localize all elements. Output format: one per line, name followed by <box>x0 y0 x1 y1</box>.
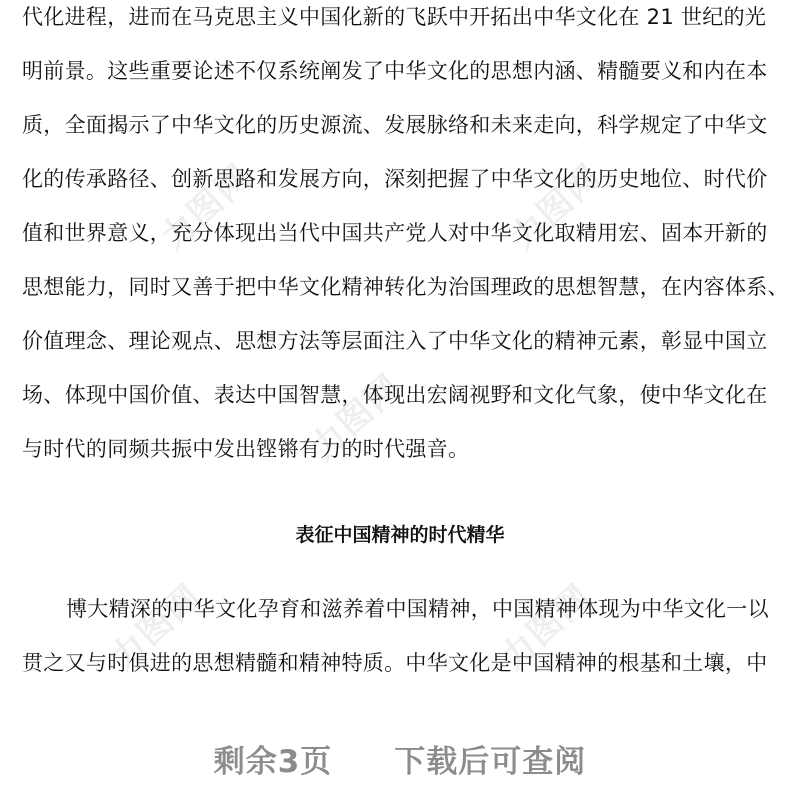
watermark: 力图网 <box>152 156 260 259</box>
watermark: 力图网 <box>102 576 210 679</box>
remaining-pages-label[interactable]: 剩余3页 <box>213 743 333 780</box>
paragraph-line: 与时代的同频共振中发出铿锵有力的时代强音。 <box>22 437 470 461</box>
paragraph-line: 思想能力，同时又善于把中华文化精神转化为治国理政的思想智慧，在内容体系、 <box>22 275 789 299</box>
paragraph-line: 场、体现中国价值、表达中国智慧，体现出宏阔视野和文化气象，使中华文化在 <box>22 383 768 407</box>
paragraph-line: 值和世界意义，充分体现出当代中国共产党人对中华文化取精用宏、固本开新的 <box>22 221 768 245</box>
watermark: 力图网 <box>502 156 610 259</box>
section-heading: 表征中国精神的时代精华 <box>295 524 505 546</box>
paragraph-line: 质，全面揭示了中华文化的历史源流、发展脉络和未来走向，科学规定了中华文 <box>22 113 768 137</box>
paragraph-line: 明前景。这些重要论述不仅系统阐发了中华文化的思想内涵、精髓要义和内在本 <box>22 59 768 83</box>
paragraph-line: 博大精深的中华文化孕育和滋养着中国精神，中国精神体现为中华文化一以 <box>66 597 769 621</box>
paragraph-line: 代化进程，进而在马克思主义中国化新的飞跃中开拓出中华文化在 21 世纪的光 <box>22 5 767 29</box>
content-fade <box>0 690 800 730</box>
paragraph-line: 价值理念、理论观点、思想方法等层面注入了中华文化的精神元素，彰显中国立 <box>22 329 768 353</box>
paragraph-line: 化的传承路径、创新思路和发展方向，深刻把握了中华文化的历史地位、时代价 <box>22 167 768 191</box>
watermark: 力图网 <box>492 576 600 679</box>
watermark: 力图网 <box>302 366 410 469</box>
download-to-view-label[interactable]: 下载后可查阅 <box>394 743 587 780</box>
paragraph-line: 贯之又与时俱进的思想精髓和精神特质。中华文化是中国精神的根基和土壤，中 <box>22 651 768 675</box>
download-prompt-bar[interactable] <box>0 728 800 788</box>
